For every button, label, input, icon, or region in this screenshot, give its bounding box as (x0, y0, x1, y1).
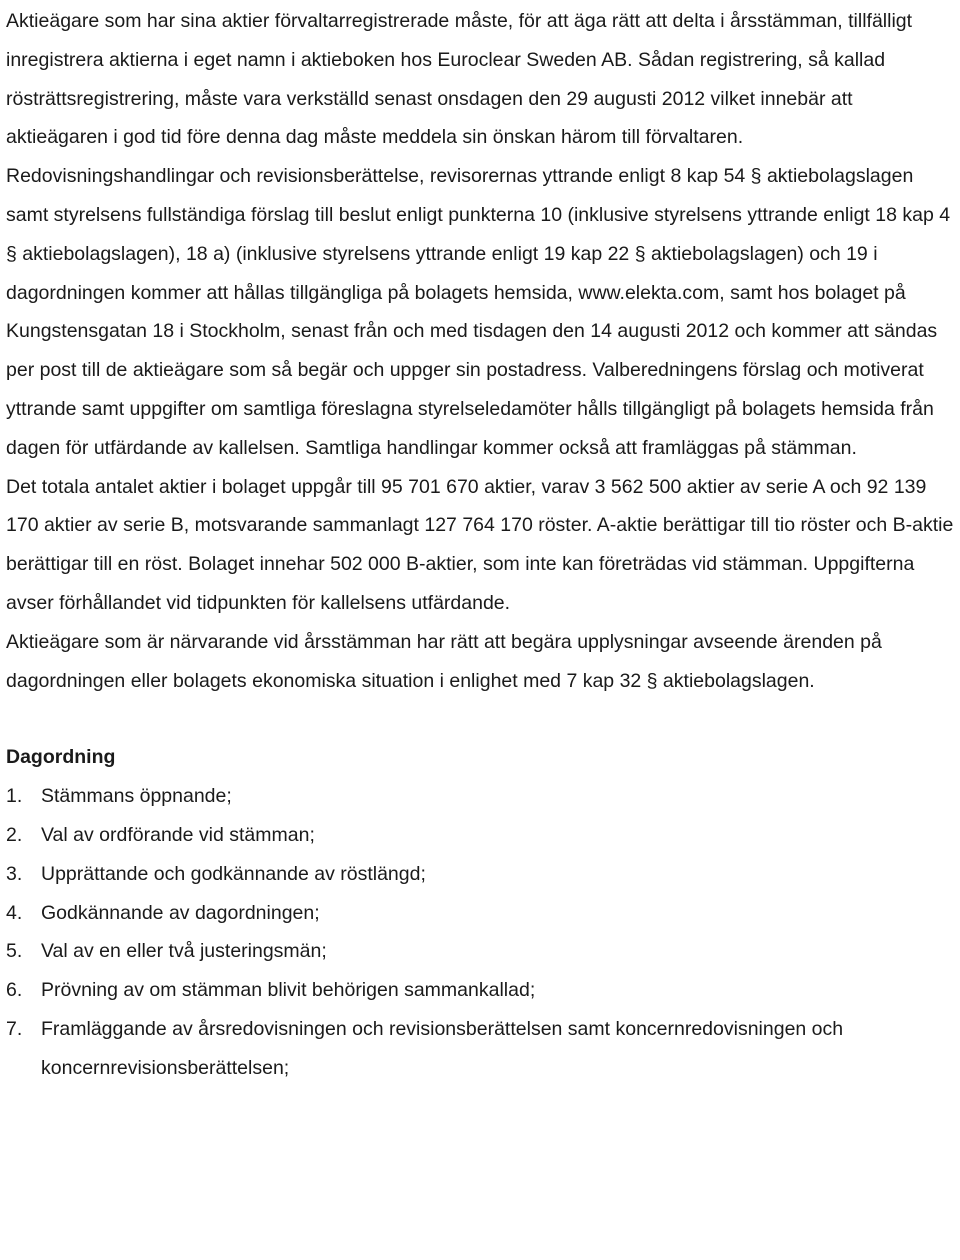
agenda-item-number: 2. (6, 823, 23, 846)
agenda-item-text: Framläggande av årsredovisningen och revisionsberättelsen samt koncernredovisningen och koncernrevisionsberättelsen; (41, 1017, 844, 1079)
agenda-item-text: Upprättande och godkännande av röstlängd; (41, 862, 426, 885)
agenda-item (6, 855, 954, 894)
agenda-item (6, 816, 954, 855)
agenda-item (6, 1010, 954, 1088)
agenda-item-number: 7. (6, 1017, 23, 1040)
agenda-item-text: Val av en eller två justeringsmän; (41, 940, 327, 963)
paragraph-right-to-information: Aktieägare som är närvarande vid årsstämman har rätt att begära upplysningar avseende ärenden på dagordningen eller bolagets ekonomiska situation i enlighet med 7 kap 32 § aktiebolagslagen. (6, 630, 882, 692)
agenda-item-number: 3. (6, 862, 23, 885)
agenda-item (6, 777, 954, 816)
paragraph-documents-availability: Redovisningshandlingar och revisionsberättelse, revisorernas yttrande enligt 8 kap 54 § aktiebolagslagen samt styrelsens fullständiga förslag till beslut enligt punkterna 10 (inklusive styrelsens yttrande enligt 18 kap 4 § aktiebolagslagen), 18 a) (inklusive styrelsens yttrande enligt 19 kap 22 § aktiebolagslagen) och 19 i dagordningen kommer att hållas tillgängliga på bolagets hemsida, www.elekta.com, samt hos bolaget på Kungstensgatan 18 i Stockholm, senast från och med tisdagen den 14 augusti 2012 och kommer att sändas per post till de aktieägare som så begär och uppger sin postadress. Valberedningens förslag och motiverat yttrande samt uppgifter om samtliga föreslagna styrelseledamöter hålls tillgängligt på bolagets hemsida från dagen för utfärdande av kallelsen. Samtliga handlingar kommer också att framläggas på stämman. (6, 165, 951, 459)
agenda-item (6, 971, 954, 1010)
agenda-heading: Dagordning (6, 746, 116, 769)
agenda-item-text: Val av ordförande vid stämman; (41, 823, 315, 846)
agenda-item-number: 5. (6, 940, 23, 963)
agenda-item-number: 1. (6, 785, 23, 808)
agenda-item (6, 932, 954, 971)
agenda-item-text: Godkännande av dagordningen; (41, 901, 320, 924)
agenda-item-number: 4. (6, 901, 23, 924)
paragraph-proxy-registration: Aktieägare som har sina aktier förvaltarregistrerade måste, för att äga rätt att delta i årsstämman, tillfälligt inregistrera aktierna i eget namn i aktieboken hos Euroclear Sweden AB. Sådan registrering, så kallad rösträttsregistrering, måste vara verkställd senast onsdagen den 29 augusti 2012 vilket innebär att aktieägaren i god tid före denna dag måste meddela sin önskan härom till förvaltaren. (6, 10, 913, 149)
agenda-item-text: Prövning av om stämman blivit behörigen sammankallad; (41, 979, 536, 1002)
agenda-item (6, 894, 954, 933)
agenda-item-text: Stämmans öppnande; (41, 785, 232, 808)
agenda-list (6, 777, 954, 1087)
paragraph-share-count: Det totala antalet aktier i bolaget uppgår till 95 701 670 aktier, varav 3 562 500 aktier av serie A och 92 139 170 aktier av serie B, motsvarande sammanlagt 127 764 170 röster. A-aktie berättigar till tio röster och B-aktie berättigar till en röst. Bolaget innehar 502 000 B-aktier, som inte kan företrädas vid stämman. Uppgifterna avser förhållandet vid tidpunkten för kallelsens utfärdande. (6, 475, 954, 614)
agenda-item-number: 6. (6, 979, 23, 1002)
document-page (6, 2, 954, 1088)
